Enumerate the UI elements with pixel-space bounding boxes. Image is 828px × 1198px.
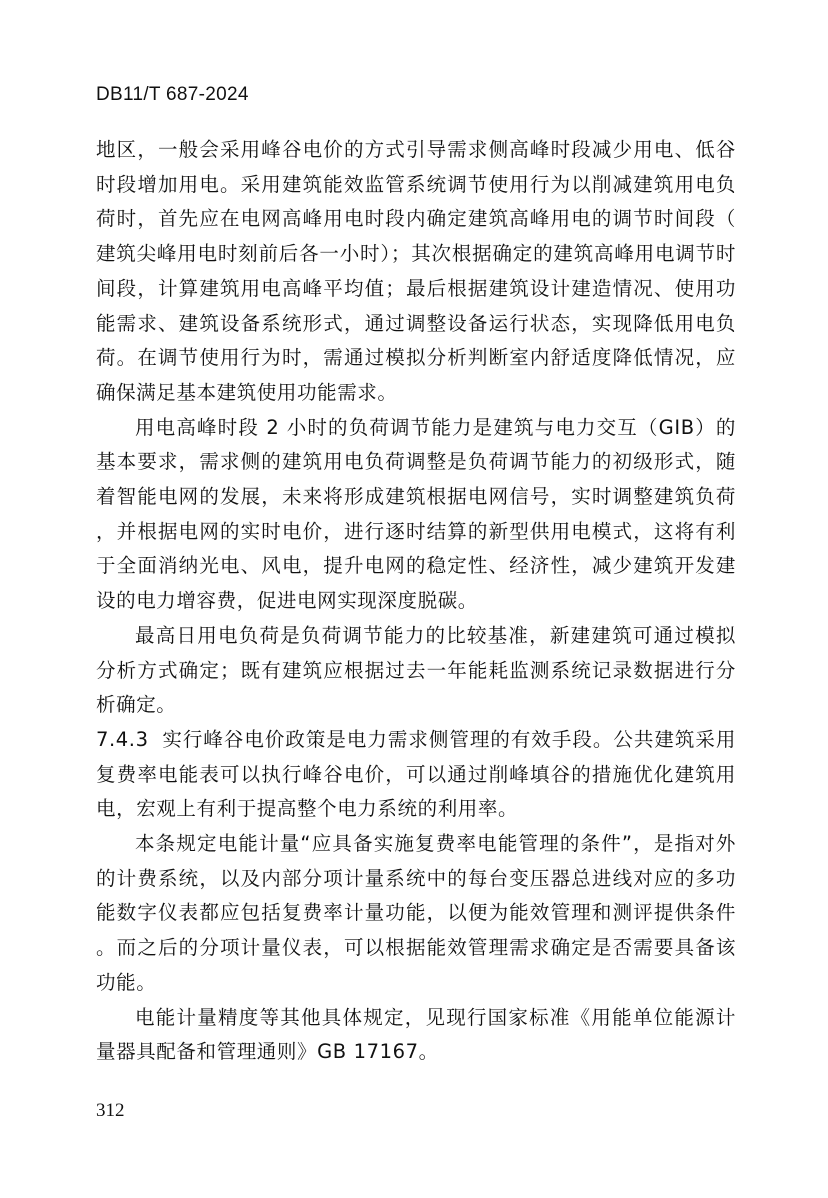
body-text	[96, 133, 736, 1070]
clause-7-4-3	[96, 723, 736, 827]
standard-code-header: DB11/T 687-2024	[96, 84, 249, 105]
page-number: 312	[96, 1100, 125, 1121]
paragraph-continuation: 地区，一般会采用峰谷电价的方式引导需求侧高峰时段减少用电、低谷时段增加用电。采用建筑能效监管系统调节使用行为以削减建筑用电负荷时，首先应在电网高峰用电时段内确定建筑高峰用电的调节时间段（建筑尖峰用电时刻前后各一小时）；其次根据确定的建筑高峰用电调节时间段，计算建筑用电高峰平均值；最后根据建筑设计建造情况、使用功能需求、建筑设备系统形式，通过调整设备运行状态，实现降低用电负荷。在调节使用行为时，需通过模拟分析判断室内舒适度降低情况，应确保满足基本建筑使用功能需求。	[96, 138, 736, 404]
paragraph-metering-precision: 电能计量精度等其他具体规定，见现行国家标准《用能单位能源计量器具配备和管理通则》GB 17167。	[96, 1005, 736, 1064]
paragraph-peak-regulation: 用电高峰时段 2 小时的负荷调节能力是建筑与电力交互（GIB）的基本要求，需求侧的建筑用电负荷调整是负荷调节能力的初级形式，随着智能电网的发展，未来将形成建筑根据电网信号，实时调整建筑负荷，并根据电网的实时电价，进行逐时结算的新型供用电模式，这将有利于全面消纳光电、风电，提升电网的稳定性、经济性，减少建筑开发建设的电力增容费，促进电网实现深度脱碳。	[96, 415, 736, 613]
clause-number: 7.4.3	[96, 727, 149, 751]
clause-text: 实行峰谷电价政策是电力需求侧管理的有效手段。公共建筑采用复费率电能表可以执行峰谷电价，可以通过削峰填谷的措施优化建筑用电，宏观上有利于提高整个电力系统的利用率。	[96, 727, 736, 821]
paragraph-metering-conditions: 本条规定电能计量“应具备实施复费率电能管理的条件”，是指对外的计费系统，以及内部分项计量系统中的每台变压器总进线对应的多功能数字仪表都应包括复费率计量功能，以便为能效管理和测评提供条件。而之后的分项计量仪表，可以根据能效管理需求确定是否需要具备该功能。	[96, 832, 736, 994]
paragraph-max-daily-load: 最高日用电负荷是负荷调节能力的比较基准，新建建筑可通过模拟分析方式确定；既有建筑应根据过去一年能耗监测系统记录数据进行分析确定。	[96, 623, 736, 717]
